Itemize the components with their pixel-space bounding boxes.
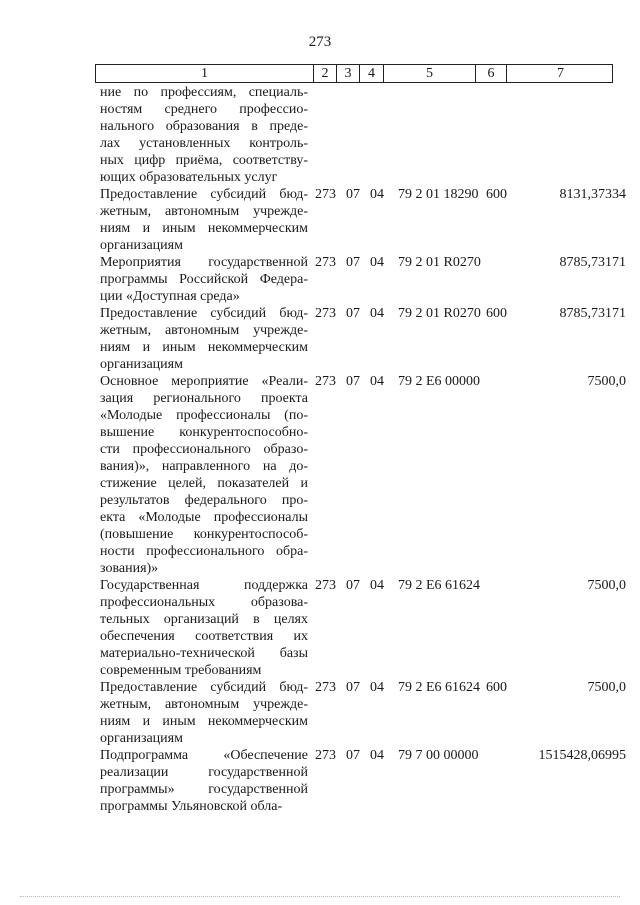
column-header: 3 <box>337 65 360 82</box>
row-name-line: тельных организаций в целях <box>100 612 308 627</box>
row-name <box>100 577 308 679</box>
subsection-code: 04 <box>370 680 384 695</box>
target-article-code: 79 2 01 18290 <box>398 187 479 202</box>
admin-code: 273 <box>315 374 336 389</box>
section-code: 07 <box>346 578 360 593</box>
admin-code: 273 <box>315 187 336 202</box>
amount: 1515428,06995 <box>538 748 626 763</box>
subsection-code: 04 <box>370 306 384 321</box>
row-name-line: зования)» <box>100 561 159 576</box>
subsection-code: 04 <box>370 748 384 763</box>
subsection-code: 04 <box>370 578 384 593</box>
column-header: 2 <box>314 65 337 82</box>
subsection-code: 04 <box>370 255 384 270</box>
section-code: 07 <box>346 306 360 321</box>
amount: 8785,73171 <box>559 255 626 270</box>
table-row <box>100 679 626 747</box>
amount: 7500,0 <box>587 578 626 593</box>
row-name-line: результатов федерального про- <box>100 493 308 508</box>
amount: 8785,73171 <box>559 306 626 321</box>
page-footer-rule <box>20 896 620 897</box>
row-name-line: ниям и иным некоммерческим <box>100 714 308 729</box>
section-code: 07 <box>346 255 360 270</box>
target-article-code: 79 2 01 R0270 <box>398 255 481 270</box>
row-name-line: сти профессионального образо- <box>100 442 308 457</box>
section-code: 07 <box>346 748 360 763</box>
row-name-line: нального образования в преде- <box>100 119 308 134</box>
table-row <box>100 254 626 305</box>
row-name <box>100 84 308 186</box>
row-name-line: материально-технической базы <box>100 646 308 661</box>
subsection-code: 04 <box>370 187 384 202</box>
row-name-line: Мероприятия государственной <box>100 255 308 270</box>
target-article-code: 79 2 E6 61624 <box>398 680 481 695</box>
row-name-line: ции «Доступная среда» <box>100 289 240 304</box>
row-name-line: Предоставление субсидий бюд- <box>100 680 308 695</box>
expense-type-code: 600 <box>486 187 507 202</box>
row-name <box>100 305 308 373</box>
row-name <box>100 186 308 254</box>
row-name-line: Основное мероприятие «Реали- <box>100 374 308 389</box>
row-name <box>100 747 308 815</box>
row-name-line: вания)», направленного на до- <box>100 459 308 474</box>
row-name-line: (повышение конкурентоспособ- <box>100 527 308 542</box>
target-article-code: 79 2 01 R0270 <box>398 306 481 321</box>
row-name-line: «Молодые профессионалы (по- <box>100 408 308 423</box>
row-name-line: профессиональных образова- <box>100 595 308 610</box>
row-name-line: зация регионального проекта <box>100 391 308 406</box>
row-name-line: ние по профессиям, специаль- <box>100 85 308 100</box>
row-name-line: организациям <box>100 357 183 372</box>
table-row <box>100 305 626 373</box>
row-name-line: ных цифр приёма, соответству- <box>100 153 308 168</box>
row-name-line: программы» государственной <box>100 782 308 797</box>
column-header: 7 <box>557 66 564 81</box>
row-name-line: вышение конкурентоспособно- <box>100 425 308 440</box>
row-name <box>100 254 308 305</box>
row-name-line: организациям <box>100 731 183 746</box>
row-name-line: ниям и иным некоммерческим <box>100 340 308 355</box>
row-name-line: жетным, автономным учрежде- <box>100 323 308 338</box>
admin-code: 273 <box>315 578 336 593</box>
target-article-code: 79 2 E6 00000 <box>398 374 481 389</box>
table-row <box>100 186 626 254</box>
column-header: 1 <box>96 65 314 82</box>
target-article-code: 79 2 E6 61624 <box>398 578 481 593</box>
expense-type-code: 600 <box>486 306 507 321</box>
section-code: 07 <box>346 680 360 695</box>
admin-code: 273 <box>315 255 336 270</box>
column-header: 4 <box>360 65 384 82</box>
admin-code: 273 <box>315 680 336 695</box>
row-name-line: программы Российской Федера- <box>100 272 308 287</box>
amount: 7500,0 <box>587 374 626 389</box>
table-header <box>95 64 613 83</box>
expense-type-code: 600 <box>486 680 507 695</box>
row-name-line: ющих образовательных услуг <box>100 170 278 185</box>
row-name-line: стижение целей, показателей и <box>100 476 308 491</box>
table-row <box>100 373 626 577</box>
admin-code: 273 <box>315 306 336 321</box>
row-name-line: организациям <box>100 238 183 253</box>
row-name-line: современным требованиям <box>100 663 262 678</box>
amount: 8131,37334 <box>559 187 626 202</box>
row-name <box>100 679 308 747</box>
row-name-line: ниям и иным некоммерческим <box>100 221 308 236</box>
table-row <box>100 747 626 815</box>
target-article-code: 79 7 00 00000 <box>398 748 479 763</box>
row-name-line: жетным, автономным учрежде- <box>100 697 308 712</box>
page-number: 273 <box>308 34 332 50</box>
row-name-line: Предоставление субсидий бюд- <box>100 306 308 321</box>
section-code: 07 <box>346 187 360 202</box>
admin-code: 273 <box>315 748 336 763</box>
column-header: 5 <box>384 65 476 82</box>
row-name-line: Государственная поддержка <box>100 578 308 593</box>
subsection-code: 04 <box>370 374 384 389</box>
row-name-line: ности профессионального обра- <box>100 544 308 559</box>
row-name-line: обеспечения соответствия их <box>100 629 308 644</box>
row-name-line: ностям среднего профессио- <box>100 102 308 117</box>
row-name-line: лах установленных контроль- <box>100 136 308 151</box>
row-name <box>100 373 308 577</box>
table-row <box>100 577 626 679</box>
row-name-line: Предоставление субсидий бюд- <box>100 187 308 202</box>
row-name-line: жетным, автономным учрежде- <box>100 204 308 219</box>
amount: 7500,0 <box>587 680 626 695</box>
row-name-line: программы Ульяновской обла- <box>100 799 283 814</box>
row-name-line: Подпрограмма «Обеспечение <box>100 748 308 763</box>
row-name-line: реализации государственной <box>100 765 308 780</box>
column-header: 6 <box>476 65 507 82</box>
row-name-line: екта «Молодые профессионалы <box>100 510 308 525</box>
table-row <box>100 84 620 186</box>
section-code: 07 <box>346 374 360 389</box>
table-body <box>100 84 626 815</box>
